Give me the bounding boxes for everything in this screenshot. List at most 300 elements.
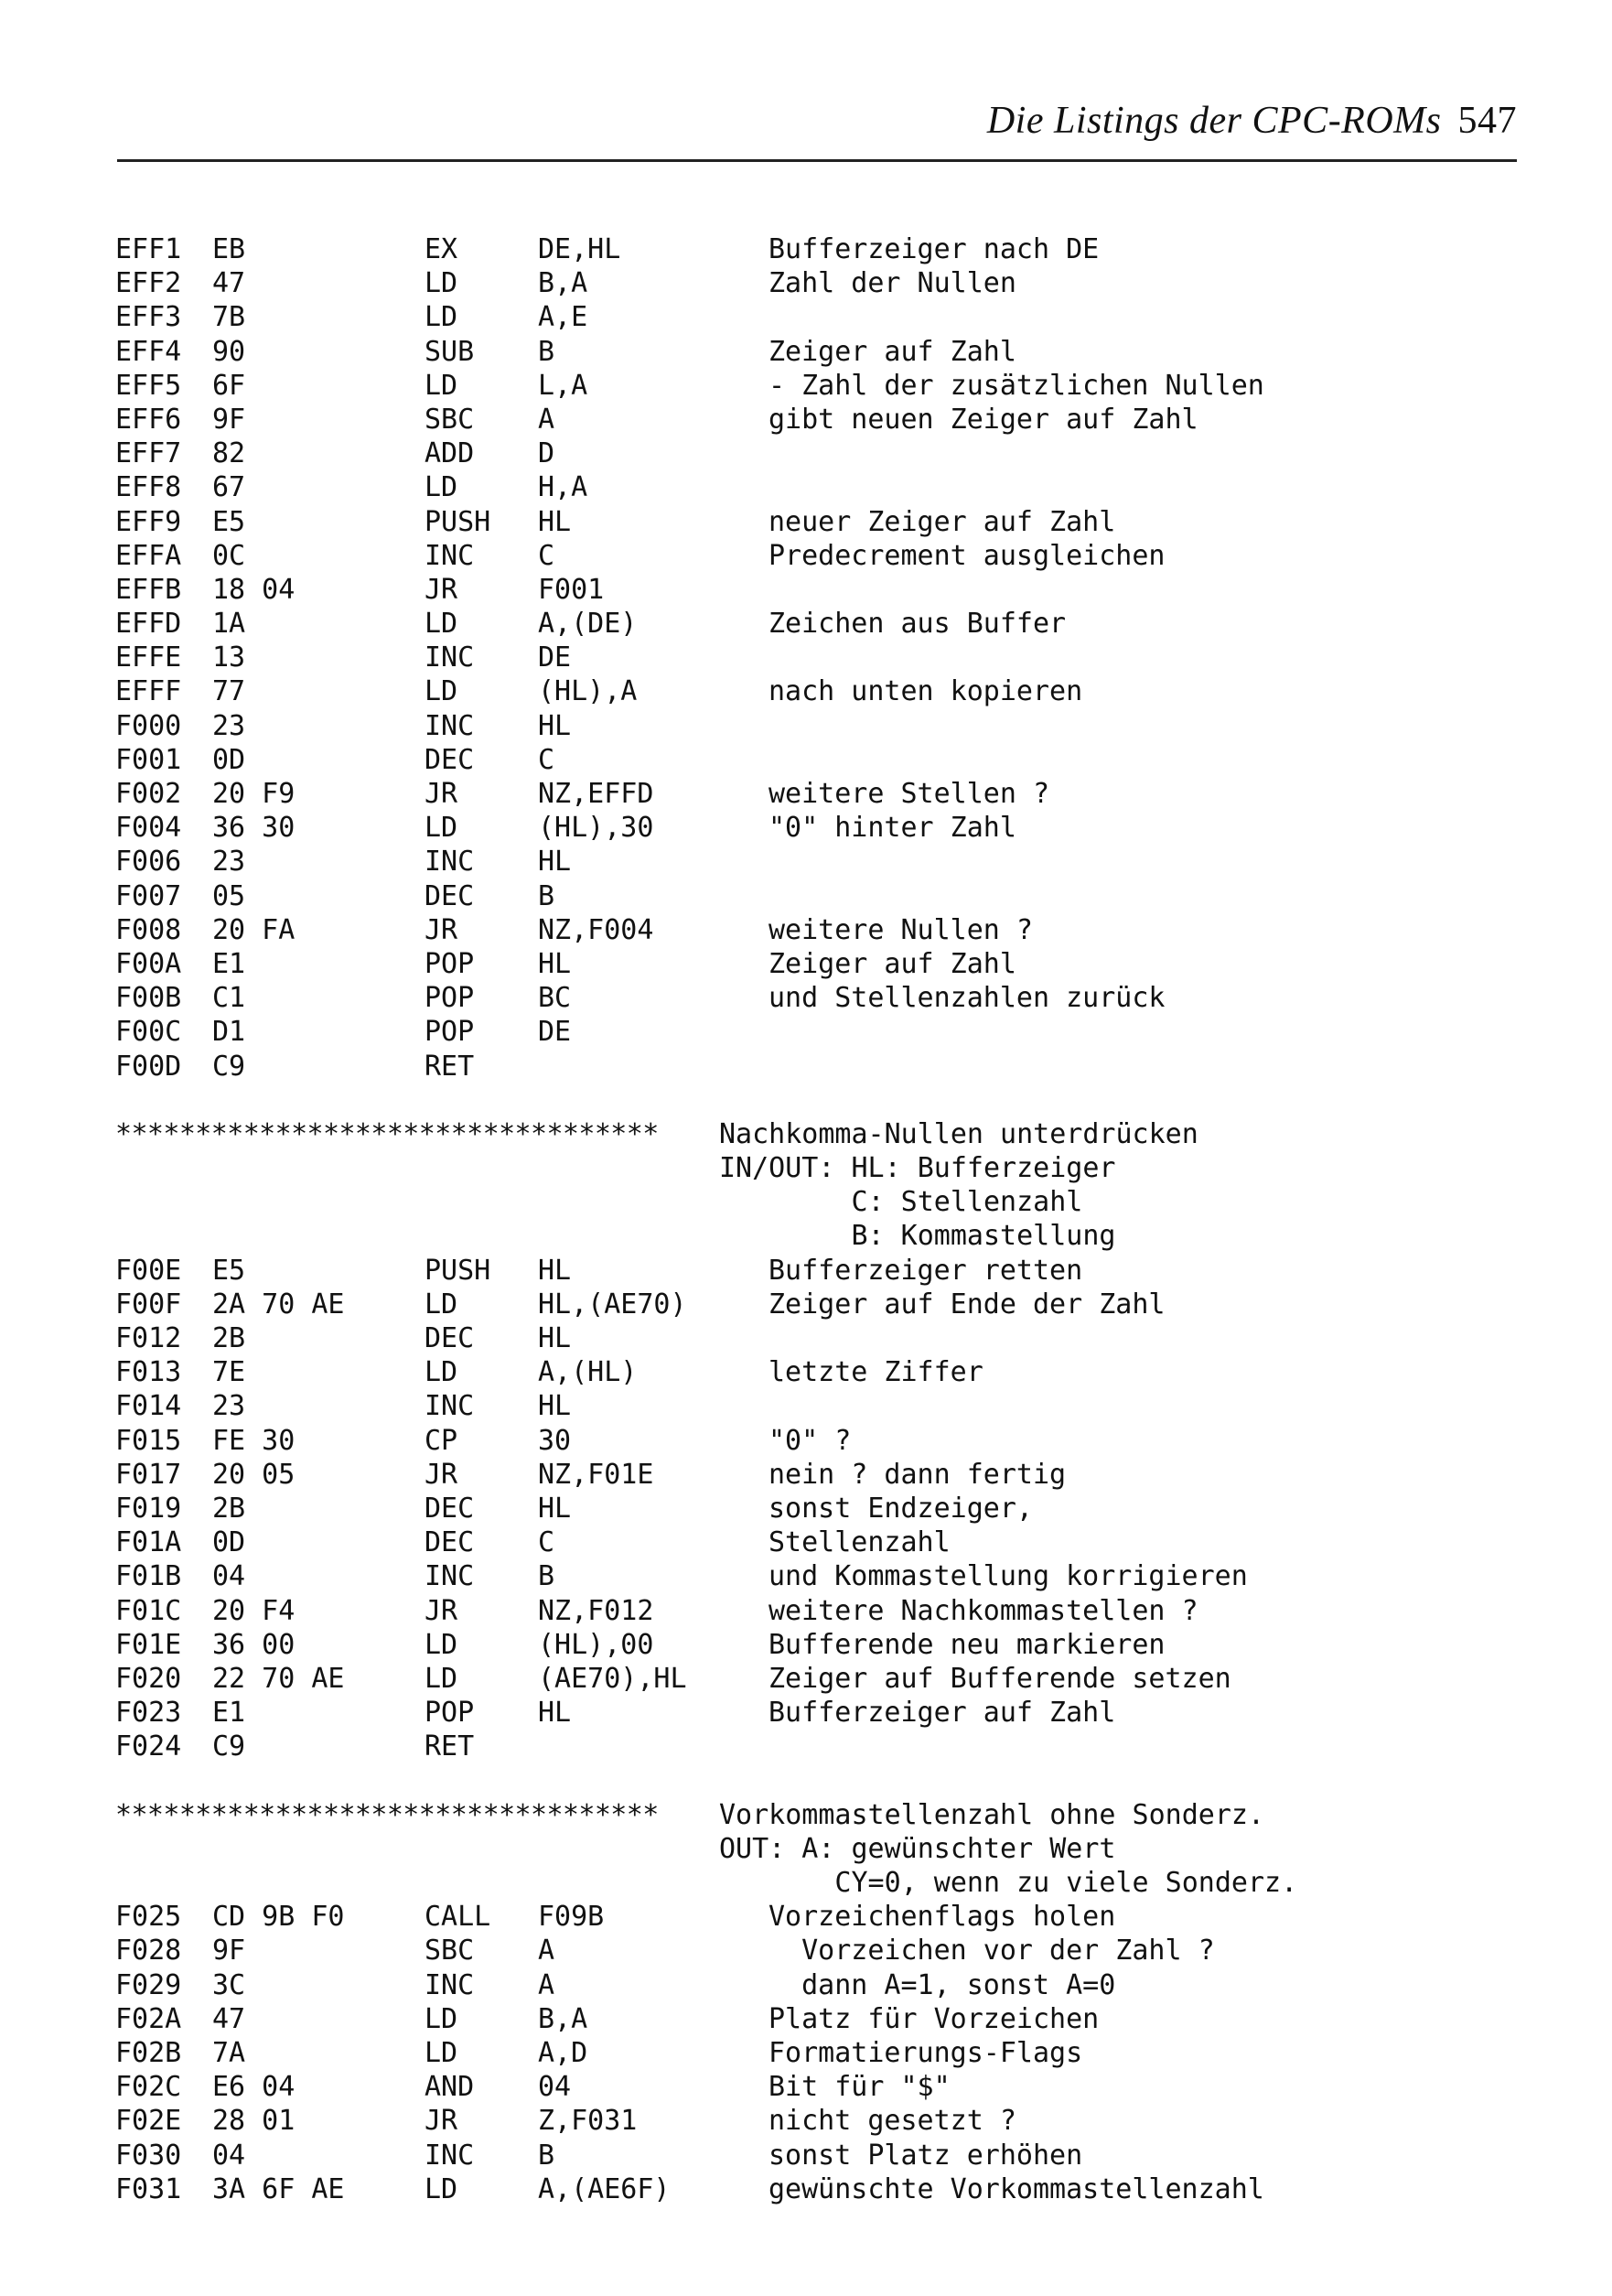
operand: A,(DE) (538, 608, 638, 641)
mnemonic: LD (424, 1662, 458, 1695)
mnemonic: SUB (424, 335, 475, 368)
address: F000 (115, 709, 182, 742)
address: EFFE (115, 641, 182, 674)
address: F02B (115, 2036, 182, 2069)
opcode-bytes: 7A (212, 2036, 246, 2069)
operand: Z,F031 (538, 2105, 638, 2138)
code-line (115, 539, 1524, 573)
opcode-bytes: 9F (212, 403, 246, 436)
comment: Bufferzeiger auf Zahl (768, 1697, 1116, 1730)
opcode-bytes: 2B (212, 1492, 246, 1525)
opcode-bytes: 90 (212, 335, 246, 368)
comment: "0" ? (768, 1424, 852, 1457)
operand: HL (538, 1390, 572, 1423)
code-line (115, 2172, 1524, 2206)
section-title: Nachkomma-Nullen unterdrücken (719, 1117, 1198, 1150)
section-separator: ********************************** (115, 1117, 659, 1150)
comment: Vorzeichen vor der Zahl ? (768, 1935, 1215, 1967)
operand: NZ,F01E (538, 1458, 654, 1491)
address: F01B (115, 1560, 182, 1593)
operand: 04 (538, 2071, 572, 2104)
operand: HL,(AE70) (538, 1288, 687, 1320)
address: F01A (115, 1526, 182, 1559)
operand: A,(AE6F) (538, 2172, 671, 2205)
opcode-bytes: 23 (212, 846, 246, 879)
address: F00F (115, 1288, 182, 1320)
comment: weitere Stellen ? (768, 778, 1050, 810)
opcode-bytes: E5 (212, 1254, 246, 1287)
section-header-line (115, 1117, 1524, 1151)
mnemonic: INC (424, 1390, 475, 1423)
code-line (115, 1288, 1524, 1321)
opcode-bytes: FE 30 (212, 1424, 296, 1457)
code-line (115, 1254, 1524, 1288)
address: F014 (115, 1390, 182, 1423)
opcode-bytes: 9F (212, 1935, 246, 1967)
operand: DE (538, 1016, 572, 1049)
operand: B (538, 1560, 555, 1593)
address: EFF3 (115, 301, 182, 334)
operand: DE,HL (538, 233, 621, 265)
code-line (115, 335, 1524, 369)
opcode-bytes: 82 (212, 437, 246, 470)
operand: H,A (538, 471, 588, 504)
address: EFF2 (115, 267, 182, 300)
operand: A,E (538, 301, 588, 334)
opcode-bytes: 67 (212, 471, 246, 504)
comment: dann A=1, sonst A=0 (768, 1968, 1116, 2001)
opcode-bytes: 04 (212, 1560, 246, 1593)
operand: DE (538, 641, 572, 674)
address: F02A (115, 2002, 182, 2035)
code-line (115, 2070, 1524, 2104)
operand: C (538, 1526, 555, 1559)
mnemonic: LD (424, 2172, 458, 2205)
mnemonic: LD (424, 675, 458, 708)
address: EFF7 (115, 437, 182, 470)
code-line (115, 607, 1524, 641)
opcode-bytes: 36 00 (212, 1628, 296, 1661)
code-line (115, 403, 1524, 437)
code-line (115, 981, 1524, 1015)
section-description-line (115, 1151, 1524, 1185)
mnemonic: JR (424, 778, 458, 810)
operand: C (538, 539, 555, 572)
operand: NZ,F012 (538, 1594, 654, 1627)
mnemonic: LD (424, 1356, 458, 1389)
comment: Zeiger auf Zahl (768, 947, 1016, 980)
address: F007 (115, 879, 182, 912)
code-line (115, 1662, 1524, 1696)
operand: A,(HL) (538, 1356, 638, 1389)
blank-line (115, 1083, 1524, 1117)
opcode-bytes: D1 (212, 1016, 246, 1049)
comment: weitere Nachkommastellen ? (768, 1594, 1198, 1627)
comment: - Zahl der zusätzlichen Nullen (768, 369, 1264, 402)
opcode-bytes: 0C (212, 539, 246, 572)
mnemonic: LD (424, 2036, 458, 2069)
section-description: IN/OUT: HL: Bufferzeiger (719, 1152, 1116, 1185)
mnemonic: DEC (424, 1492, 475, 1525)
comment: Zeiger auf Zahl (768, 335, 1016, 368)
mnemonic: POP (424, 947, 475, 980)
running-title (987, 99, 1517, 143)
opcode-bytes: CD 9B F0 (212, 1901, 345, 1934)
opcode-bytes: 23 (212, 709, 246, 742)
mnemonic: JR (424, 1458, 458, 1491)
operand: D (538, 437, 555, 470)
address: F02C (115, 2071, 182, 2104)
section-description: OUT: A: gewünschter Wert (719, 1832, 1116, 1865)
opcode-bytes: 2B (212, 1322, 246, 1354)
assembly-listing (115, 232, 1524, 2206)
opcode-bytes: 36 30 (212, 812, 296, 845)
mnemonic: RET (424, 1730, 475, 1763)
code-line (115, 1559, 1524, 1593)
code-line (115, 1424, 1524, 1458)
code-line (115, 1458, 1524, 1492)
comment: nicht gesetzt ? (768, 2105, 1016, 2138)
code-line (115, 1050, 1524, 1083)
code-line (115, 1628, 1524, 1662)
code-line (115, 947, 1524, 981)
address: F001 (115, 743, 182, 776)
opcode-bytes: 18 04 (212, 573, 296, 606)
address: EFF4 (115, 335, 182, 368)
mnemonic: ADD (424, 437, 475, 470)
address: EFF8 (115, 471, 182, 504)
operand: A (538, 403, 555, 436)
mnemonic: JR (424, 913, 458, 946)
section-description-line (115, 1185, 1524, 1219)
code-line (115, 2139, 1524, 2172)
mnemonic: AND (424, 2071, 475, 2104)
operand: 30 (538, 1424, 572, 1457)
opcode-bytes: 3C (212, 1968, 246, 2001)
code-line (115, 1730, 1524, 1763)
comment: sonst Endzeiger, (768, 1492, 1033, 1525)
opcode-bytes: EB (212, 233, 246, 265)
mnemonic: LD (424, 267, 458, 300)
mnemonic: INC (424, 539, 475, 572)
operand: NZ,EFFD (538, 778, 654, 810)
address: F00D (115, 1050, 182, 1083)
address: F01C (115, 1594, 182, 1627)
mnemonic: CALL (424, 1901, 491, 1934)
mnemonic: POP (424, 1697, 475, 1730)
code-line (115, 1355, 1524, 1389)
mnemonic: DEC (424, 879, 475, 912)
operand: B (538, 335, 555, 368)
opcode-bytes: 04 (212, 2139, 246, 2172)
code-line (115, 505, 1524, 539)
address: F029 (115, 1968, 182, 2001)
opcode-bytes: 77 (212, 675, 246, 708)
code-line (115, 845, 1524, 879)
address: F00E (115, 1254, 182, 1287)
code-line (115, 2002, 1524, 2036)
mnemonic: INC (424, 846, 475, 879)
section-separator: ********************************** (115, 1798, 659, 1831)
mnemonic: DEC (424, 743, 475, 776)
address: F00B (115, 982, 182, 1015)
opcode-bytes: 0D (212, 1526, 246, 1559)
address: EFFF (115, 675, 182, 708)
operand: HL (538, 1322, 572, 1354)
opcode-bytes: 47 (212, 2002, 246, 2035)
mnemonic: CP (424, 1424, 458, 1457)
address: F030 (115, 2139, 182, 2172)
address: F00C (115, 1016, 182, 1049)
operand: C (538, 743, 555, 776)
section-description: C: Stellenzahl (719, 1186, 1083, 1219)
mnemonic: LD (424, 1628, 458, 1661)
opcode-bytes: 6F (212, 369, 246, 402)
comment: nach unten kopieren (768, 675, 1083, 708)
code-line (115, 674, 1524, 708)
mnemonic: INC (424, 2139, 475, 2172)
address: F006 (115, 846, 182, 879)
operand: (AE70),HL (538, 1662, 687, 1695)
code-line (115, 1900, 1524, 1934)
mnemonic: LD (424, 369, 458, 402)
operand: HL (538, 1697, 572, 1730)
code-line (115, 1525, 1524, 1559)
operand: F09B (538, 1901, 605, 1934)
comment: Predecrement ausgleichen (768, 539, 1166, 572)
comment: gewünschte Vorkommastellenzahl (768, 2172, 1264, 2205)
operand: B,A (538, 2002, 588, 2035)
address: F024 (115, 1730, 182, 1763)
opcode-bytes: 0D (212, 743, 246, 776)
opcode-bytes: E6 04 (212, 2071, 296, 2104)
code-line (115, 641, 1524, 674)
code-line (115, 811, 1524, 845)
comment: Vorzeichenflags holen (768, 1901, 1116, 1934)
mnemonic: LD (424, 608, 458, 641)
address: F019 (115, 1492, 182, 1525)
comment: und Kommastellung korrigieren (768, 1560, 1248, 1593)
mnemonic: PUSH (424, 1254, 491, 1287)
operand: B (538, 879, 555, 912)
operand: L,A (538, 369, 588, 402)
mnemonic: DEC (424, 1526, 475, 1559)
address: F00A (115, 947, 182, 980)
mnemonic: LD (424, 2002, 458, 2035)
mnemonic: INC (424, 1560, 475, 1593)
address: F01E (115, 1628, 182, 1661)
address: F012 (115, 1322, 182, 1354)
mnemonic: RET (424, 1050, 475, 1083)
page-header (117, 99, 1517, 163)
address: F023 (115, 1697, 182, 1730)
comment: und Stellenzahlen zurück (768, 982, 1166, 1015)
operand: HL (538, 1492, 572, 1525)
code-line (115, 1389, 1524, 1423)
code-line (115, 437, 1524, 470)
address: EFFD (115, 608, 182, 641)
mnemonic: PUSH (424, 505, 491, 538)
comment: Bit für "$" (768, 2071, 951, 2104)
opcode-bytes: 20 F9 (212, 778, 296, 810)
address: EFF5 (115, 369, 182, 402)
code-line (115, 232, 1524, 266)
comment: nein ? dann fertig (768, 1458, 1067, 1491)
blank-line (115, 1763, 1524, 1797)
header-rule (117, 159, 1517, 162)
operand: HL (538, 709, 572, 742)
comment: gibt neuen Zeiger auf Zahl (768, 403, 1198, 436)
code-line (115, 913, 1524, 947)
code-line (115, 1594, 1524, 1628)
opcode-bytes: 28 01 (212, 2105, 296, 2138)
code-line (115, 369, 1524, 403)
section-description-line (115, 1832, 1524, 1866)
mnemonic: SBC (424, 403, 475, 436)
mnemonic: POP (424, 1016, 475, 1049)
address: F004 (115, 812, 182, 845)
opcode-bytes: 47 (212, 267, 246, 300)
comment: Platz für Vorzeichen (768, 2002, 1100, 2035)
opcode-bytes: 2A 70 AE (212, 1288, 345, 1320)
operand: B,A (538, 267, 588, 300)
opcode-bytes: 7B (212, 301, 246, 334)
operand: B (538, 2139, 555, 2172)
code-line (115, 1015, 1524, 1049)
address: F025 (115, 1901, 182, 1934)
address: EFFB (115, 573, 182, 606)
address: F02E (115, 2105, 182, 2138)
operand: A (538, 1935, 555, 1967)
mnemonic: DEC (424, 1322, 475, 1354)
address: F017 (115, 1458, 182, 1491)
mnemonic: JR (424, 1594, 458, 1627)
comment: letzte Ziffer (768, 1356, 983, 1389)
mnemonic: INC (424, 641, 475, 674)
section-description-line (115, 1219, 1524, 1253)
operand: (HL),A (538, 675, 638, 708)
operand: NZ,F004 (538, 913, 654, 946)
opcode-bytes: 20 F4 (212, 1594, 296, 1627)
section-description-line (115, 1866, 1524, 1900)
comment: weitere Nullen ? (768, 913, 1033, 946)
mnemonic: INC (424, 1968, 475, 2001)
opcode-bytes: 3A 6F AE (212, 2172, 345, 2205)
address: F013 (115, 1356, 182, 1389)
address: F008 (115, 913, 182, 946)
comment: "0" hinter Zahl (768, 812, 1016, 845)
code-line (115, 1934, 1524, 1967)
section-header-line (115, 1798, 1524, 1832)
operand: A (538, 1968, 555, 2001)
comment: Zeichen aus Buffer (768, 608, 1067, 641)
mnemonic: JR (424, 573, 458, 606)
code-line (115, 1321, 1524, 1355)
page-number: 547 (1457, 100, 1517, 142)
opcode-bytes: 05 (212, 879, 246, 912)
code-line (115, 470, 1524, 504)
address: EFF9 (115, 505, 182, 538)
opcode-bytes: E1 (212, 947, 246, 980)
address: F028 (115, 1935, 182, 1967)
comment: Stellenzahl (768, 1526, 951, 1559)
address: EFFA (115, 539, 182, 572)
opcode-bytes: 13 (212, 641, 246, 674)
code-line (115, 1492, 1524, 1525)
operand: HL (538, 1254, 572, 1287)
opcode-bytes: C1 (212, 982, 246, 1015)
opcode-bytes: 20 FA (212, 913, 296, 946)
code-line (115, 879, 1524, 913)
code-line (115, 709, 1524, 743)
mnemonic: JR (424, 2105, 458, 2138)
code-line (115, 1696, 1524, 1730)
address: F020 (115, 1662, 182, 1695)
address: EFF6 (115, 403, 182, 436)
operand: (HL),00 (538, 1628, 654, 1661)
section-description: B: Kommastellung (719, 1220, 1116, 1253)
opcode-bytes: 1A (212, 608, 246, 641)
opcode-bytes: C9 (212, 1730, 246, 1763)
code-line (115, 1968, 1524, 2002)
operand: (HL),30 (538, 812, 654, 845)
operand: HL (538, 846, 572, 879)
mnemonic: LD (424, 301, 458, 334)
comment: Bufferzeiger retten (768, 1254, 1083, 1287)
mnemonic: INC (424, 709, 475, 742)
mnemonic: LD (424, 471, 458, 504)
opcode-bytes: E1 (212, 1697, 246, 1730)
code-line (115, 300, 1524, 334)
opcode-bytes: C9 (212, 1050, 246, 1083)
mnemonic: LD (424, 1288, 458, 1320)
opcode-bytes: 20 05 (212, 1458, 296, 1491)
address: EFF1 (115, 233, 182, 265)
mnemonic: POP (424, 982, 475, 1015)
opcode-bytes: E5 (212, 505, 246, 538)
address: F002 (115, 778, 182, 810)
comment: Bufferende neu markieren (768, 1628, 1166, 1661)
code-line (115, 743, 1524, 777)
code-line (115, 266, 1524, 300)
operand: F001 (538, 573, 605, 606)
comment: Bufferzeiger nach DE (768, 233, 1100, 265)
comment: Zeiger auf Ende der Zahl (768, 1288, 1166, 1320)
address: F031 (115, 2172, 182, 2205)
operand: A,D (538, 2036, 588, 2069)
opcode-bytes: 23 (212, 1390, 246, 1423)
opcode-bytes: 22 70 AE (212, 1662, 345, 1695)
comment: Formatierungs-Flags (768, 2036, 1083, 2069)
opcode-bytes: 7E (212, 1356, 246, 1389)
mnemonic: LD (424, 812, 458, 845)
comment: sonst Platz erhöhen (768, 2139, 1083, 2172)
address: F015 (115, 1424, 182, 1457)
code-line (115, 2036, 1524, 2070)
code-line (115, 777, 1524, 811)
mnemonic: SBC (424, 1935, 475, 1967)
section-description: CY=0, wenn zu viele Sonderz. (719, 1867, 1298, 1899)
operand: HL (538, 947, 572, 980)
section-title: Vorkommastellenzahl ohne Sonderz. (719, 1798, 1265, 1831)
comment: Zahl der Nullen (768, 267, 1016, 300)
code-line (115, 573, 1524, 607)
code-line (115, 2104, 1524, 2138)
comment: neuer Zeiger auf Zahl (768, 505, 1116, 538)
mnemonic: EX (424, 233, 458, 265)
comment: Zeiger auf Bufferende setzen (768, 1662, 1231, 1695)
operand: HL (538, 505, 572, 538)
